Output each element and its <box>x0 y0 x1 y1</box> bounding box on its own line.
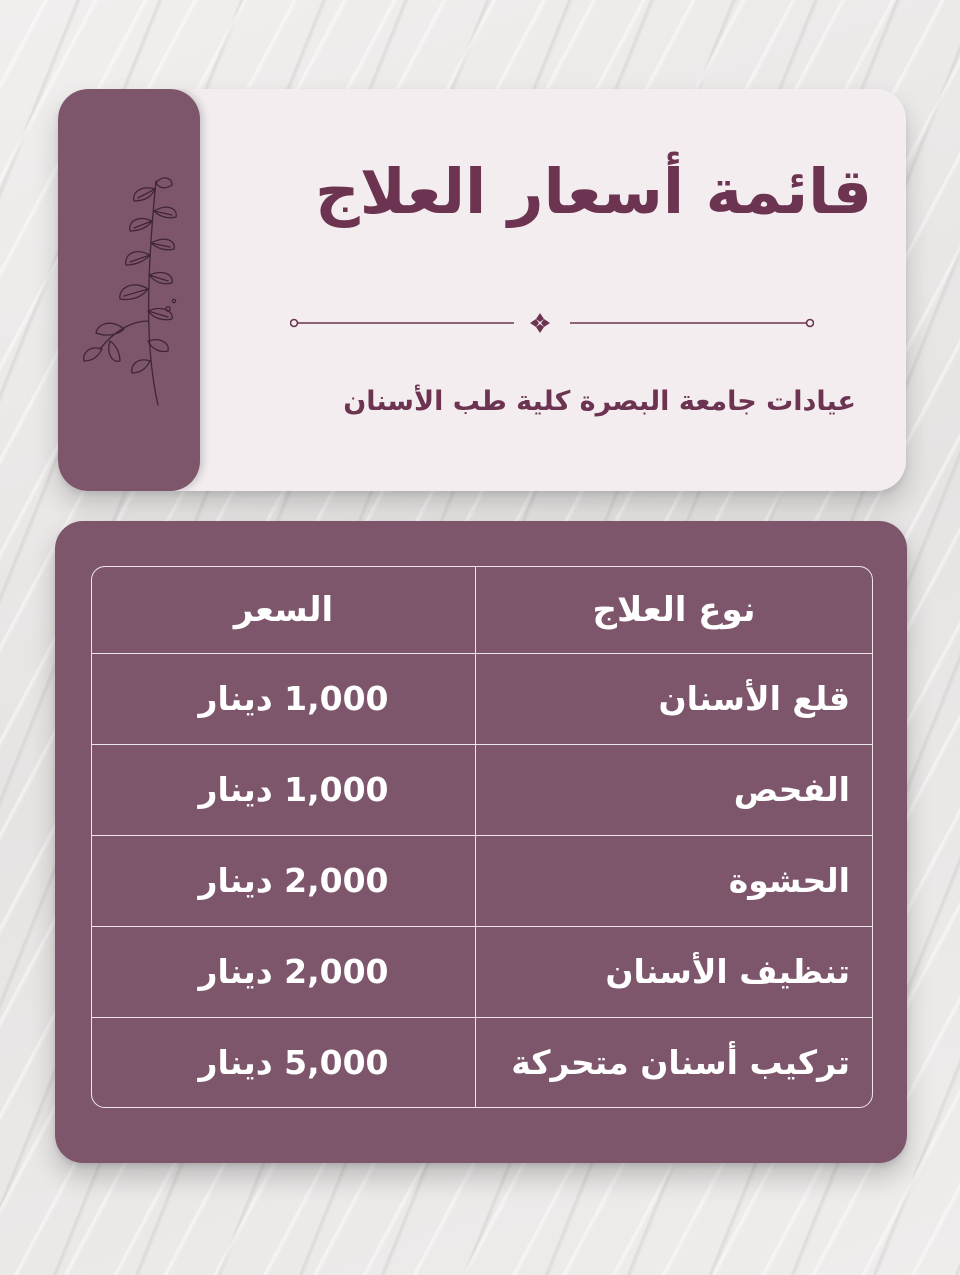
price-column-header: السعر <box>92 567 476 654</box>
header-card <box>58 89 906 491</box>
page-title: قائمة أسعار العلاج <box>315 155 872 228</box>
treatment-cell: تنظيف الأسنان <box>476 926 873 1017</box>
treatment-cell: قلع الأسنان <box>476 654 873 745</box>
table-row <box>92 835 872 926</box>
price-cell: 2,000 دينار <box>92 926 476 1017</box>
treatment-cell: تركيب أسنان متحركة <box>476 1017 873 1107</box>
treatment-cell: الفحص <box>476 744 873 835</box>
diamond-ornament-icon <box>290 311 814 335</box>
price-table-frame <box>91 566 873 1108</box>
clinic-subtitle: عيادات جامعة البصرة كلية طب الأسنان <box>343 386 856 417</box>
price-cell: 1,000 دينار <box>92 744 476 835</box>
price-list-card <box>55 521 907 1163</box>
price-cell: 2,000 دينار <box>92 835 476 926</box>
table-row <box>92 744 872 835</box>
price-cell: 5,000 دينار <box>198 1042 389 1082</box>
treatment-column-header: نوع العلاج <box>476 567 873 654</box>
leaf-branch-icon <box>80 171 180 411</box>
price-table <box>92 567 872 1107</box>
table-header-row <box>92 567 872 654</box>
table-row <box>92 926 872 1017</box>
decorative-side-panel <box>58 89 200 491</box>
treatment-cell: الحشوة <box>476 835 873 926</box>
price-cell: 1,000 دينار <box>92 654 476 745</box>
table-row <box>92 654 872 745</box>
table-row <box>92 1017 872 1107</box>
